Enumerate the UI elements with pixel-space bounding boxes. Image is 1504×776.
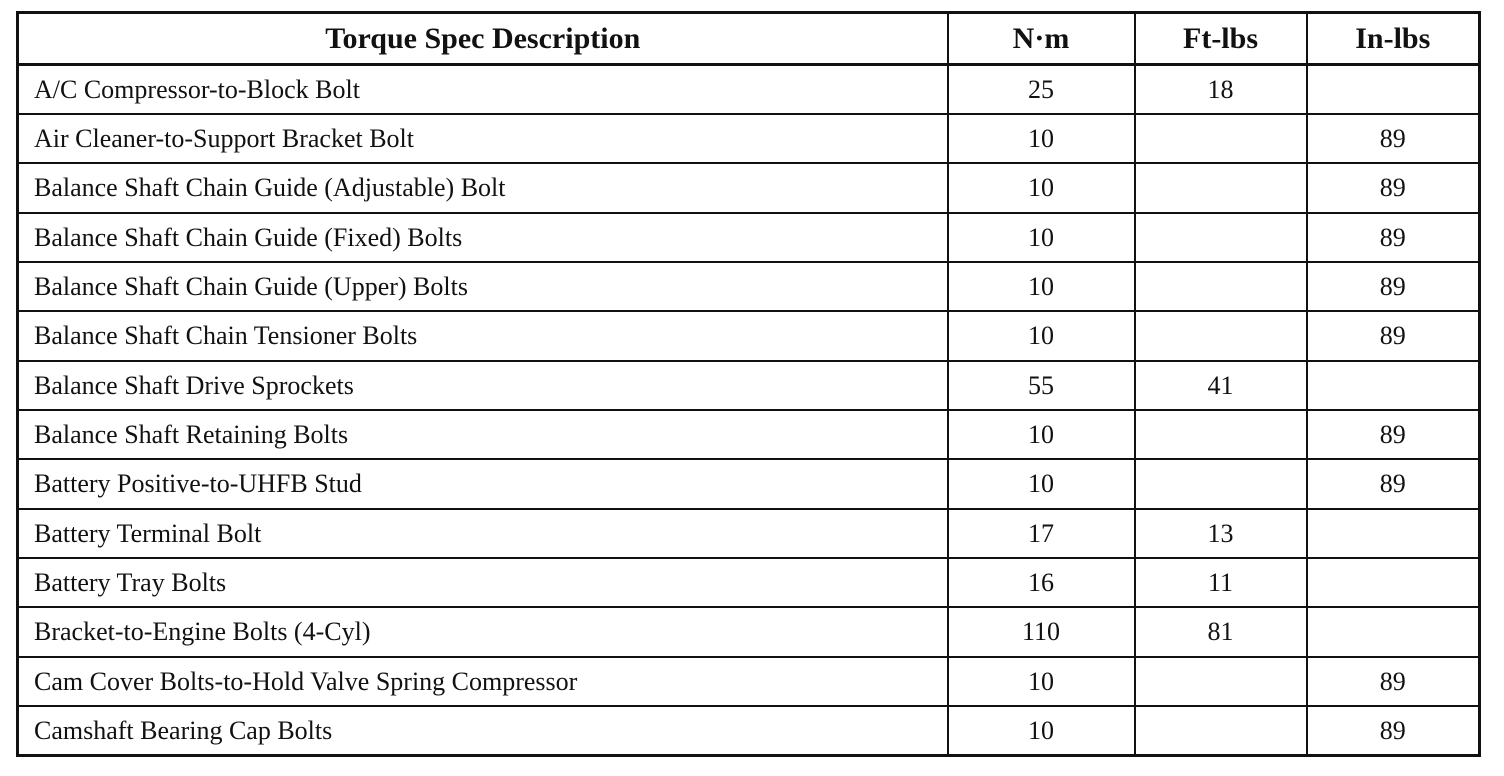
in-lbs-cell: 89 bbox=[1307, 657, 1480, 706]
nm-cell: 10 bbox=[948, 311, 1135, 360]
table-row bbox=[18, 657, 1480, 706]
column-header-in-lbs: In-lbs bbox=[1307, 13, 1480, 65]
ft-lbs-cell: 13 bbox=[1135, 509, 1307, 558]
table-row bbox=[18, 65, 1480, 114]
ft-lbs-cell: 41 bbox=[1135, 361, 1307, 410]
description-cell: Battery Terminal Bolt bbox=[18, 509, 948, 558]
description-cell: Camshaft Bearing Cap Bolts bbox=[18, 706, 948, 756]
nm-cell: 10 bbox=[948, 706, 1135, 756]
table-row bbox=[18, 262, 1480, 311]
description-cell: Battery Tray Bolts bbox=[18, 558, 948, 607]
table-row bbox=[18, 706, 1480, 756]
table-row bbox=[18, 114, 1480, 163]
ft-lbs-cell bbox=[1135, 657, 1307, 706]
nm-cell: 110 bbox=[948, 607, 1135, 656]
nm-cell: 10 bbox=[948, 163, 1135, 212]
nm-cell: 10 bbox=[948, 114, 1135, 163]
ft-lbs-cell: 11 bbox=[1135, 558, 1307, 607]
table-row bbox=[18, 558, 1480, 607]
description-cell: Air Cleaner-to-Support Bracket Bolt bbox=[18, 114, 948, 163]
description-cell: Balance Shaft Retaining Bolts bbox=[18, 410, 948, 459]
description-cell: Cam Cover Bolts-to-Hold Valve Spring Compressor bbox=[18, 657, 948, 706]
ft-lbs-cell: 81 bbox=[1135, 607, 1307, 656]
in-lbs-cell: 89 bbox=[1307, 213, 1480, 262]
table-row bbox=[18, 607, 1480, 656]
in-lbs-cell: 89 bbox=[1307, 114, 1480, 163]
in-lbs-cell: 89 bbox=[1307, 311, 1480, 360]
description-cell: Balance Shaft Chain Guide (Fixed) Bolts bbox=[18, 213, 948, 262]
description-cell: Battery Positive-to-UHFB Stud bbox=[18, 459, 948, 508]
table-row bbox=[18, 410, 1480, 459]
description-cell: A/C Compressor-to-Block Bolt bbox=[18, 65, 948, 114]
in-lbs-cell: 89 bbox=[1307, 163, 1480, 212]
in-lbs-cell: 89 bbox=[1307, 459, 1480, 508]
table-header-row bbox=[18, 13, 1480, 65]
ft-lbs-cell: 18 bbox=[1135, 65, 1307, 114]
column-header-nm: N·m bbox=[948, 13, 1135, 65]
ft-lbs-cell bbox=[1135, 262, 1307, 311]
description-cell: Balance Shaft Drive Sprockets bbox=[18, 361, 948, 410]
table-row bbox=[18, 311, 1480, 360]
table-row bbox=[18, 509, 1480, 558]
nm-cell: 25 bbox=[948, 65, 1135, 114]
description-cell: Balance Shaft Chain Tensioner Bolts bbox=[18, 311, 948, 360]
in-lbs-cell: 89 bbox=[1307, 410, 1480, 459]
table-row bbox=[18, 361, 1480, 410]
nm-cell: 10 bbox=[948, 459, 1135, 508]
ft-lbs-cell bbox=[1135, 459, 1307, 508]
column-header-description: Torque Spec Description bbox=[18, 13, 948, 65]
table-row bbox=[18, 459, 1480, 508]
ft-lbs-cell bbox=[1135, 114, 1307, 163]
in-lbs-cell bbox=[1307, 558, 1480, 607]
nm-cell: 10 bbox=[948, 213, 1135, 262]
in-lbs-cell bbox=[1307, 607, 1480, 656]
nm-cell: 10 bbox=[948, 657, 1135, 706]
in-lbs-cell bbox=[1307, 65, 1480, 114]
column-header-ft-lbs: Ft-lbs bbox=[1135, 13, 1307, 65]
nm-cell: 55 bbox=[948, 361, 1135, 410]
table-row bbox=[18, 213, 1480, 262]
nm-cell: 10 bbox=[948, 262, 1135, 311]
ft-lbs-cell bbox=[1135, 163, 1307, 212]
ft-lbs-cell bbox=[1135, 410, 1307, 459]
in-lbs-cell: 89 bbox=[1307, 706, 1480, 756]
description-cell: Balance Shaft Chain Guide (Upper) Bolts bbox=[18, 262, 948, 311]
table-row bbox=[18, 163, 1480, 212]
ft-lbs-cell bbox=[1135, 706, 1307, 756]
nm-cell: 16 bbox=[948, 558, 1135, 607]
torque-spec-table bbox=[16, 11, 1481, 757]
ft-lbs-cell bbox=[1135, 213, 1307, 262]
description-cell: Bracket-to-Engine Bolts (4-Cyl) bbox=[18, 607, 948, 656]
description-cell: Balance Shaft Chain Guide (Adjustable) Bolt bbox=[18, 163, 948, 212]
ft-lbs-cell bbox=[1135, 311, 1307, 360]
in-lbs-cell: 89 bbox=[1307, 262, 1480, 311]
nm-cell: 17 bbox=[948, 509, 1135, 558]
nm-cell: 10 bbox=[948, 410, 1135, 459]
in-lbs-cell bbox=[1307, 361, 1480, 410]
in-lbs-cell bbox=[1307, 509, 1480, 558]
